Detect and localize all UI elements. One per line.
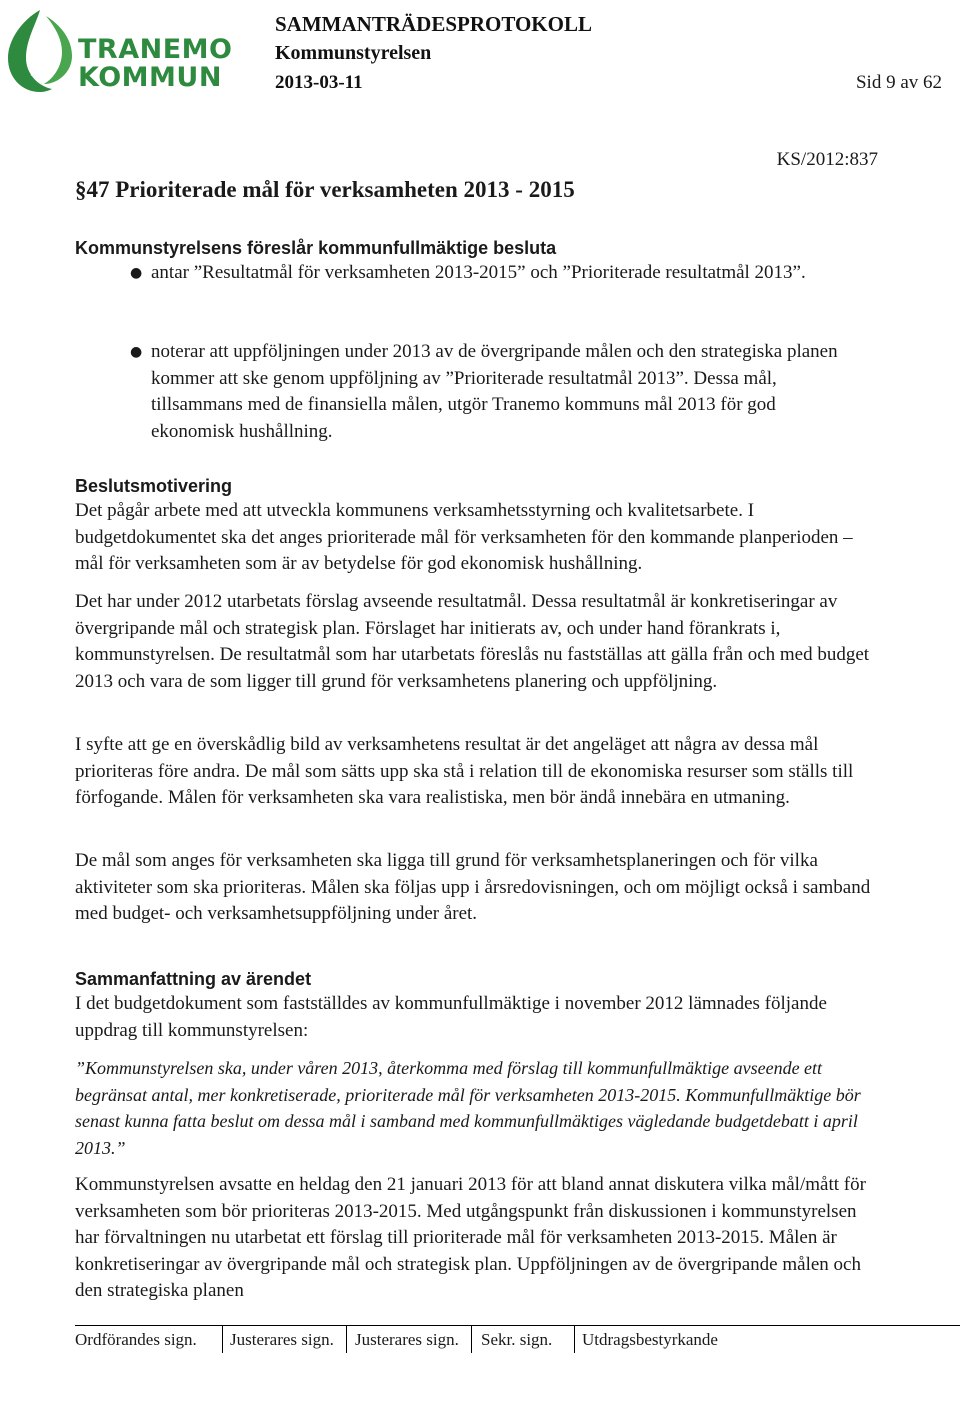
proposal-bullet-2: noterar att uppföljningen under 2013 av de övergripande målen och den strategiska planen kommer att ske genom uppföljning av ”Prioriterade resultatmål 2013”. Dessa mål, tillsammans med de finansiella målen, utgör Tranemo kommuns mål 2013 för god ekonomisk hushållning. [151, 341, 838, 442]
footer-divider [346, 1325, 347, 1353]
proposal-bullet-1: antar ”Resultatmål för verksamheten 2013-2015” och ”Prioriterade resultatmål 2013”. [151, 262, 806, 283]
footer-divider [471, 1325, 472, 1353]
motivering-paragraph: I syfte att ge en överskådlig bild av verksamhetens resultat är det angeläget att några av dessa mål prioriteras före andra. De mål som sätts upp ska stå i relation till de ekonomiska resurser som ställs till förfogande. Målen för verksamheten ska vara realistiska, men bör ändå innebära en utmaning. [75, 734, 854, 808]
bullet-icon: ● [130, 265, 143, 281]
sign-utdragsbestyrkande: Utdragsbestyrkande [582, 1330, 718, 1349]
page-number: Sid 9 av 62 [855, 72, 942, 93]
footer-rule [75, 1325, 960, 1326]
bullet-icon: ● [130, 344, 143, 360]
sammanfattning-paragraph: Kommunstyrelsen avsatte en heldag den 21 januari 2013 för att bland annat diskutera vilka mål/mått för verksamheten som bör prioriteras 2013-2015. Med utgångspunkt från diskussionen i kommunstyrelsen har förvaltningen nu utarbetat ett förslag till prioriterade mål för verksamheten 2013-2015. Målen är konkretiseringar av övergripande mål och strategisk plan. Uppföljningen av de övergripande målen och den strategiska planen [75, 1174, 866, 1301]
motivering-paragraph: Det har under 2012 utarbetats förslag avseende resultatmål. Dessa resultatmål är konkretiseringar av övergripande mål och strategisk plan. Förslaget har initierats av, och under hand förankrats i, kommunstyrelsen. De resultatmål som har utarbetats föreslås nu fastställas att gälla från och med budget 2013 och vara de som ligger till grund för verksamhetens planering och uppföljning. [75, 591, 870, 692]
doc-type: SAMMANTRÄDESPROTOKOLL [275, 12, 592, 36]
sign-sekreterare: Sekr. sign. [481, 1330, 553, 1349]
sammanfattning-heading: Sammanfattning av ärendet [75, 969, 312, 989]
motivering-paragraph: Det pågår arbete med att utveckla kommunens verksamhetsstyrning och kvalitetsarbete. I budgetdokumentet ska det anges prioriterade mål för verksamheten för den kommande planperioden – mål för verksamheten som är av betydelse för god ekonomisk hushållning. [75, 500, 853, 574]
quoted-assignment: ”Kommunstyrelsen ska, under våren 2013, återkomma med förslag till kommunfullmäktige avseende ett begränsat antal, mer konkretiserade, prioriterade mål för verksamheten 2013-2015. Kommunfullmäktige bör senast kunna fatta beslut om dessa mål i samband med kommunfullmäktiges vägledande budgetdebatt i april 2013.” [75, 1058, 861, 1158]
crane-emblem-icon [2, 6, 82, 96]
motivering-paragraph: De mål som anges för verksamheten ska ligga till grund för verksamhetsplaneringen och för vilka aktiviteter som ska prioriteras. Målen ska följas upp i årsredovisningen, och om möjligt också i samband med budget- och verksamhetsuppföljning under året. [75, 850, 871, 924]
body-name: Kommunstyrelsen [275, 42, 432, 64]
logo-line-1: TRANEMO [78, 34, 233, 65]
section-title: §47 Prioriterade mål för verksamheten 2013 - 2015 [75, 177, 575, 202]
logo-line-2: KOMMUN [78, 62, 222, 93]
sammanfattning-intro: I det budgetdokument som fastställdes av kommunfullmäktige i november 2012 lämnades följande uppdrag till kommunstyrelsen: [75, 993, 827, 1041]
diarie-number: KS/2012:837 [776, 149, 878, 170]
footer-divider [222, 1325, 223, 1353]
footer-divider [574, 1325, 575, 1353]
meeting-date: 2013-03-11 [275, 72, 363, 93]
sign-justerare-2: Justerares sign. [355, 1330, 459, 1349]
sign-justerare-1: Justerares sign. [230, 1330, 334, 1349]
motivering-heading: Beslutsmotivering [75, 476, 233, 496]
proposal-heading: Kommunstyrelsens föreslår kommunfullmäktige besluta [75, 238, 557, 258]
tranemo-logo [2, 6, 233, 96]
sign-ordforande: Ordförandes sign. [75, 1330, 197, 1349]
